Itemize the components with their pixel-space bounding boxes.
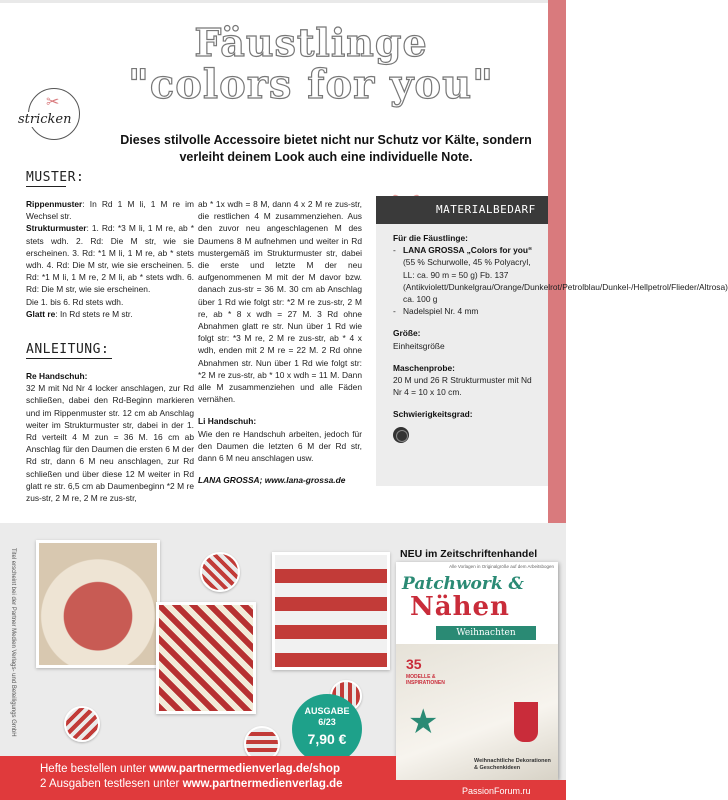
tree-skirt-photo [36,540,160,668]
material-needle: - Nadelspiel Nr. 4 mm [393,305,538,317]
yarn-ball-icon [393,427,409,443]
ornament-image [200,552,240,592]
re-handschuh-continued: ab * 1x wdh = 8 M, dann 4 x 2 M re zus-str, die restlichen 4 M zusammenziehen. Aus den zuvor neu angeschlagenen M des Daumens 8 M aufnehmen und weiter in Rd mustergemäß im Strukturmuster str, dabei die erste und letzte M der neu aufgenommenen M mit der M davor bzw. danach zus-str = 36 M. 30 cm ab Anschlag über 1 Rd wie folgt str: *2 M re zus-str, 2 M re, ab * 8 x wdh = 27 M. 3 Rd ohne Abnahmen glatt re str. Nun über 1 Rd wie folgt str: *3 M re, 2 M re zus-str, ab * 4 x wdh, enden mit 2 M re = 22 M. 2 Rd ohne Abnahmen str. Nun über 1 Rd wie folgt str: *2 M re zus-str, ab * 10 x wdh = 11 M. Dann alle M zusammenziehen und alle Fäden vernähen. [198,199,362,405]
page-title [76,22,546,106]
footer-banner [0,756,396,800]
star-icon: ★ [408,703,439,741]
top-border [0,0,548,3]
price-issue-label: AUSGABE [304,706,350,716]
side-accent-strip [548,0,566,523]
material-heading: MATERIALBEDARF [376,196,548,224]
cover-number: 35 [406,656,422,672]
muster-heading: MUSTER: [26,170,85,185]
li-handschuh-label: Li Handschuh: [198,416,257,427]
intro-text: Dieses stilvolle Accessoire bietet nicht nur Schutz vor Kälte, sondern verleiht deinem Look auch eine individuelle Note. [120,133,532,164]
cover-title-1: Patchwork & [402,574,524,594]
size-value: Einheitsgröße [393,340,445,351]
material-for-label: Für die Fäustlinge: [393,233,468,243]
price-badge [292,694,362,764]
shop-link[interactable]: www.partnermedienverlag.de/shop [149,763,340,775]
yarn-needles-icon: ✂ [46,94,60,111]
ad-side-credit: Titel erscheint bei der Partner Medien Verlags- und Beteiligungs GmbH [10,548,16,737]
price-value: 7,90 € [307,731,347,747]
cover-title-2: Nähen [410,592,510,622]
category-badge [12,84,110,146]
re-handschuh-label: Re Handschuh: [26,371,88,381]
material-yarn: - LANA GROSSA „Colors for you“ (55 % Schurwolle, 45 % Polyacryl, LL: ca. 90 m = 50 g) Fb. 137 (Antikviolett/Dunkelgrau/Orange/Dunkelrot/Petrolblau/Dunkel-/Hellpetrol/Flieder/Altrosa) ca. 100 g [393,244,538,305]
glatt-paragraph: Glatt re: In Rd stets re M str. [26,308,133,319]
badge-label: stricken [18,112,72,127]
strukturmuster-paragraph: Strukturmuster: 1. Rd: *3 M li, 1 M re, ab * stets wdh. 2. Rd: Die M str, wie sie erscheinen. 3. Rd: *1 M li, 1 M re, ab * stets wdh. 4. Rd: Die M str, wie sie erscheinen. 5. Rd: *1 M li, 1 M re, 2 M li, ab * stets wdh. 6. Rd: Die M str, wie sie erscheinen. [26,223,194,295]
instructions-column-1b [26,370,194,504]
stocking-icon [514,702,538,742]
new-label: NEU im Zeitschriftenhandel [400,548,538,560]
size-label: Größe: [393,328,421,339]
material-box [376,224,728,486]
instructions-column-1 [26,198,194,320]
title-line-2: "colors for you" [128,61,494,108]
li-handschuh-text: Wie den re Handschuh arbeiten, jedoch für den Daumen die letzten 6 M der Rd str, dann 6 M neu anschlagen usw. [198,428,362,464]
cover-subtitle: Weihnachten [436,626,536,640]
instructions-column-2 [198,198,362,486]
cover-bottom-text: Weihnachtliche Dekorationen & Geschenkideen [474,758,551,771]
footer-line-2: 2 Ausgaben testlesen unter www.partnermedienverlag.de [40,778,343,790]
rippenmuster-paragraph: Rippenmuster: In Rd 1 M li, 1 M re im Wechsel str. [26,199,194,222]
strukturmuster-repeat: Die 1. bis 6. Rd stets wdh. [26,296,124,307]
gauge-label: Maschenprobe: [393,362,455,373]
source-credit: LANA GROSSA; www.lana-grossa.de [198,475,346,486]
star-quilt-photo [156,602,256,714]
price-issue: 6/23 [318,717,336,727]
footer-line-1: Hefte bestellen unter www.partnermedienverlag.de/shop [40,763,340,775]
cover-top-text: Alle Vorlagen in Originalgröße auf dem Arbeitsbogen [449,564,554,569]
quilt-photo [272,552,390,670]
re-handschuh-text: 32 M mit Nd Nr 4 locker anschlagen, zur Rd schließen, dabei den Rd-Beginn markieren und im Rippenmuster str. 12 cm ab Anschlag weiter im Strukturmuster str, dabei in der 1. Rd verteilt 4 M zun = 36 M. 16 cm ab Anschlag für den Daumen die ersten 6 M der Rd str, dann 6 M neu anschlagen, zur Rd schließen und über diese 12 M weiter in Rd glatt re str. 6,5 cm ab Daumenbeginn *2 M re zus-str, 2 M re, 2 M re zus-str, [26,383,194,504]
title-line-1: Fäustlinge [194,20,428,65]
gauge-value: 20 M und 26 R Strukturmuster mit Nd Nr 4 = 10 x 10 cm. [393,375,532,398]
cover-tagline: MODELLE & INSPIRATIONEN [406,674,445,686]
watermark: PassionForum.ru [462,786,531,796]
magazine-cover [396,562,558,780]
anleitung-heading: ANLEITUNG: [26,342,112,359]
difficulty-label: Schwierigkeitsgrad: [393,409,473,420]
publisher-link[interactable]: www.partnermedienverlag.de [182,778,343,790]
ornament-image [64,706,100,742]
